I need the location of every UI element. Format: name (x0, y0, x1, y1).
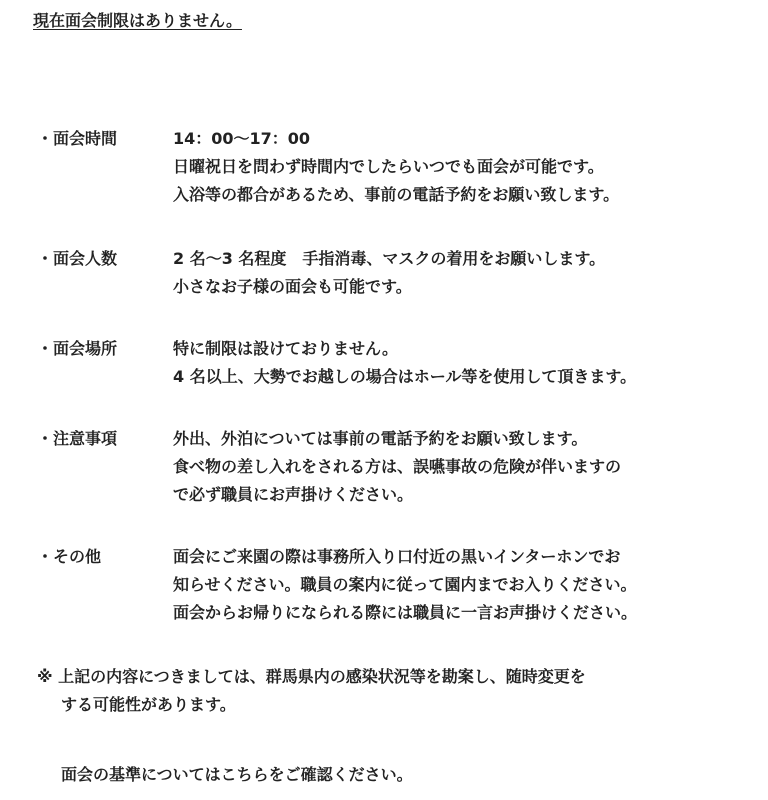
visiting-place-line-2: 4 名以上、大勢でお越しの場合はホール等を使用して頂きます。 (173, 367, 637, 386)
notice-title: 現在面会制限はありません。 (33, 11, 242, 30)
change-notice-line-1: ※ 上記の内容につきましては、群馬県内の感染状況等を勘案し、随時変更を (37, 667, 586, 686)
precautions-line-2: 食べ物の差し入れをされる方は、誤嚥事故の危険が伴いますの (173, 457, 622, 476)
visiting-hours-section (37, 125, 619, 209)
precautions-label: ・注意事項 (37, 429, 118, 448)
visiting-hours-label: ・面会時間 (37, 129, 118, 148)
other-section (37, 543, 637, 627)
precautions-line-1: 外出、外泊については事前の電話予約をお願い致します。 (173, 429, 588, 448)
visiting-hours-line-2: 日曜祝日を問わず時間内でしたらいつでも面会が可能です。 (173, 157, 604, 176)
visitor-count-line-2: 小さなお子様の面会も可能です。 (173, 277, 412, 296)
change-notice (37, 663, 586, 719)
other-line-1: 面会にご来園の際は事務所入り口付近の黒いインターホンでお (173, 547, 621, 566)
precautions-section (37, 425, 621, 509)
other-label: ・その他 (37, 547, 102, 566)
visiting-place-label: ・面会場所 (37, 339, 118, 358)
other-line-2: 知らせください。職員の案内に従って園内までお入りください。 (173, 575, 637, 594)
other-line-3: 面会からお帰りになられる際には職員に一言お声掛けください。 (173, 603, 638, 622)
change-notice-line-2: する可能性があります。 (61, 695, 236, 714)
visiting-hours-line-3: 入浴等の都合があるため、事前の電話予約をお願い致します。 (173, 185, 620, 204)
visiting-place-section (37, 335, 636, 391)
visitor-count-section (37, 245, 605, 301)
precautions-line-3: で必ず職員にお声掛けください。 (173, 485, 414, 504)
visiting-criteria-link[interactable]: 面会の基準についてはこちらをご確認ください。 (61, 765, 413, 784)
visiting-hours-line-1: 14：00〜17：00 (173, 129, 311, 148)
visitor-count-line-1: 2 名〜3 名程度 手指消毒、マスクの着用をお願いします。 (173, 249, 606, 268)
visiting-place-line-1: 特に制限は設けておりません。 (173, 339, 398, 358)
visitor-count-label: ・面会人数 (37, 249, 118, 268)
